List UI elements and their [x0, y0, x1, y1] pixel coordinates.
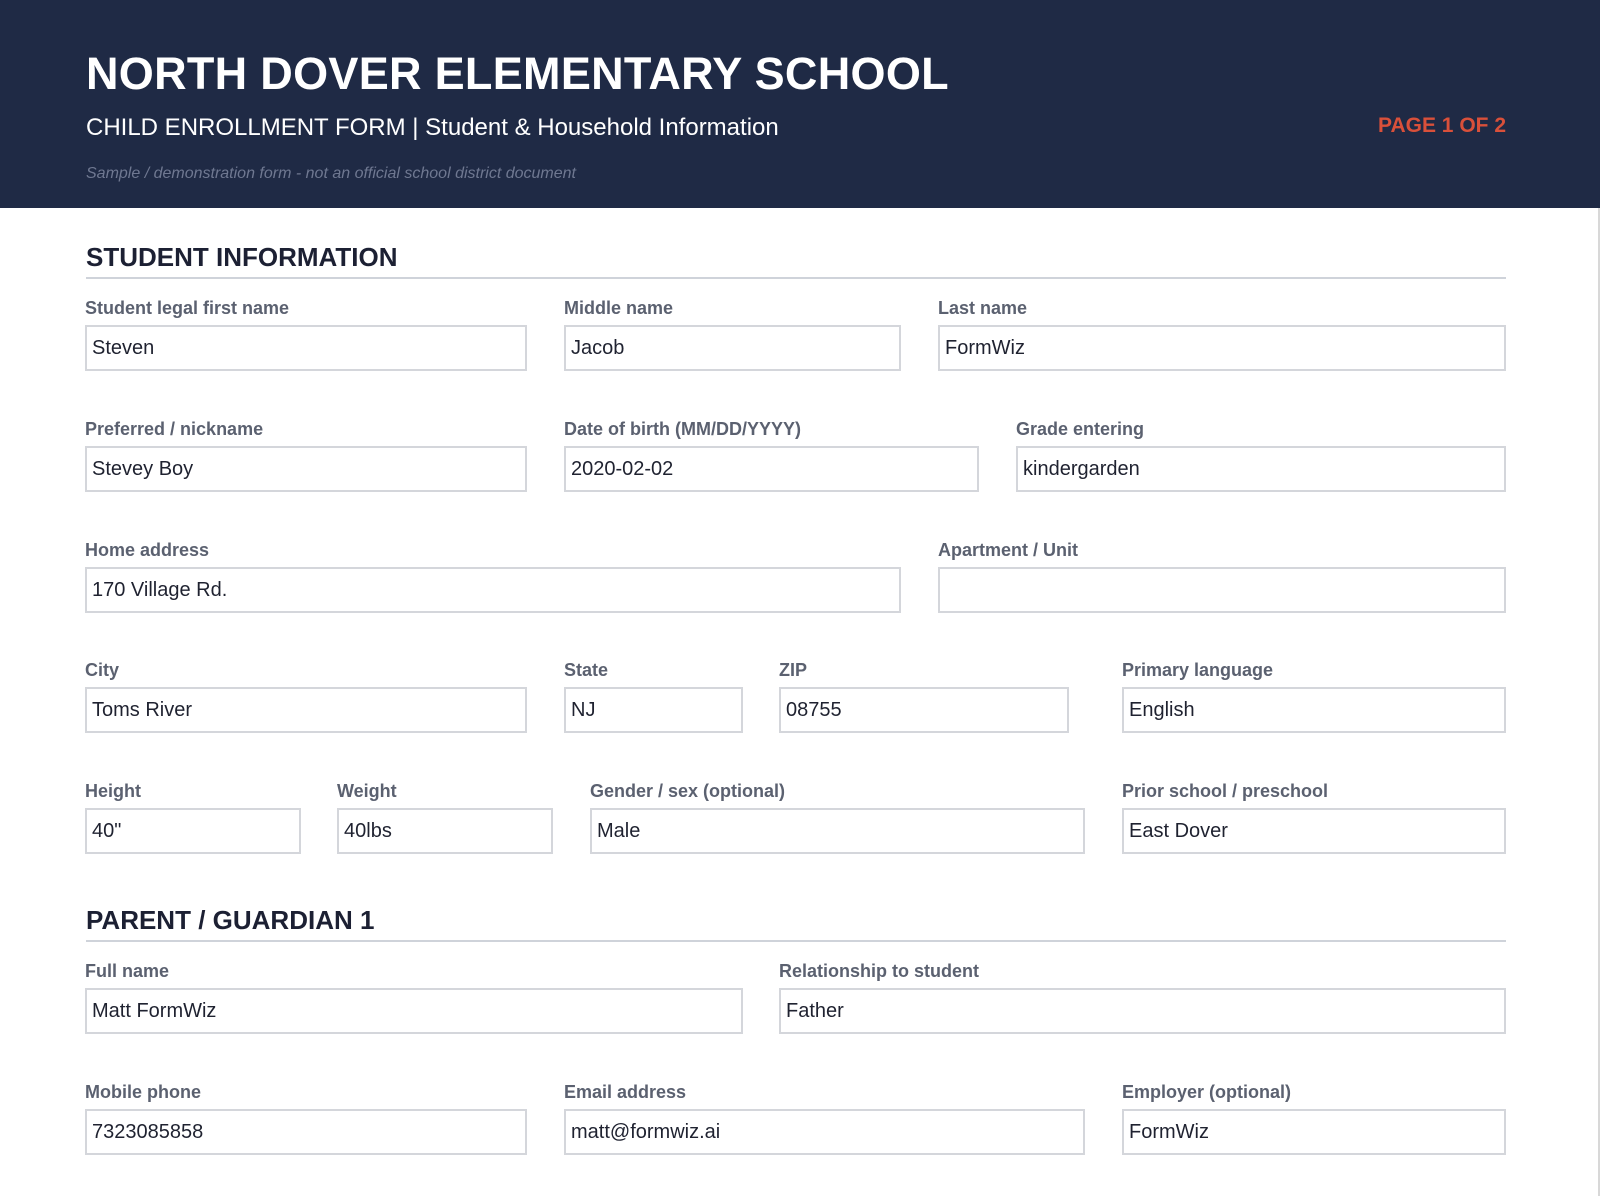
- field-weight: [337, 781, 553, 854]
- relationship-input[interactable]: Father: [779, 988, 1506, 1034]
- field-label: Gender / sex (optional): [590, 781, 786, 801]
- field-gender: [590, 781, 1085, 854]
- first-name-input[interactable]: Steven: [85, 325, 527, 371]
- employer-input[interactable]: FormWiz: [1122, 1109, 1506, 1155]
- form-subtitle: CHILD ENROLLMENT FORM | Student & Household Information: [86, 114, 779, 141]
- form-header: [0, 0, 1600, 208]
- field-label: Last name: [938, 298, 1028, 318]
- apartment-input[interactable]: [938, 567, 1506, 613]
- field-label: Date of birth (MM/DD/YYYY): [564, 419, 801, 439]
- section-divider: [86, 277, 1506, 279]
- nickname-input[interactable]: Stevey Boy: [85, 446, 527, 492]
- section-divider: [86, 940, 1506, 942]
- field-label: Primary language: [1122, 660, 1274, 680]
- field-home-address: [85, 540, 901, 613]
- field-prior-school: [1122, 781, 1506, 854]
- field-first-name: [85, 298, 527, 371]
- field-label: Student legal first name: [85, 298, 290, 318]
- field-label: Full name: [85, 961, 170, 981]
- field-email: [564, 1082, 1085, 1155]
- field-state: [564, 660, 743, 733]
- field-label: Email address: [564, 1082, 687, 1102]
- gender-input[interactable]: Male: [590, 808, 1085, 854]
- middle-name-input[interactable]: Jacob: [564, 325, 901, 371]
- state-input[interactable]: NJ: [564, 687, 743, 733]
- field-label: State: [564, 660, 609, 680]
- field-label: Home address: [85, 540, 210, 560]
- field-height: [85, 781, 301, 854]
- zip-input[interactable]: 08755: [779, 687, 1069, 733]
- home-address-input[interactable]: 170 Village Rd.: [85, 567, 901, 613]
- field-grade-entering: [1016, 419, 1506, 492]
- last-name-input[interactable]: FormWiz: [938, 325, 1506, 371]
- field-label: Weight: [337, 781, 397, 801]
- field-label: Mobile phone: [85, 1082, 201, 1102]
- field-zip: [779, 660, 1069, 733]
- email-input[interactable]: matt@formwiz.ai: [564, 1109, 1085, 1155]
- primary-language-input[interactable]: English: [1122, 687, 1506, 733]
- city-input[interactable]: Toms River: [85, 687, 527, 733]
- mobile-phone-input[interactable]: 7323085858: [85, 1109, 527, 1155]
- field-apartment: [938, 540, 1506, 613]
- grade-entering-input[interactable]: kindergarden: [1016, 446, 1506, 492]
- field-label: Prior school / preschool: [1122, 781, 1329, 801]
- field-label: Grade entering: [1016, 419, 1145, 439]
- prior-school-input[interactable]: East Dover: [1122, 808, 1506, 854]
- section-title-guardian: PARENT / GUARDIAN 1: [86, 905, 375, 935]
- field-employer: [1122, 1082, 1506, 1155]
- field-primary-language: [1122, 660, 1506, 733]
- section-title-student: STUDENT INFORMATION: [86, 242, 398, 272]
- field-label: City: [85, 660, 120, 680]
- field-last-name: [938, 298, 1506, 371]
- field-label: ZIP: [779, 660, 808, 680]
- field-nickname: [85, 419, 527, 492]
- field-label: Preferred / nickname: [85, 419, 264, 439]
- weight-input[interactable]: 40lbs: [337, 808, 553, 854]
- field-relationship: [779, 961, 1506, 1034]
- field-label: Apartment / Unit: [938, 540, 1079, 560]
- field-middle-name: [564, 298, 901, 371]
- field-label: Height: [85, 781, 141, 801]
- height-input[interactable]: 40": [85, 808, 301, 854]
- page-indicator: PAGE 1 OF 2: [1378, 114, 1506, 137]
- field-guardian-full-name: [85, 961, 743, 1034]
- field-label: Middle name: [564, 298, 674, 318]
- disclaimer: Sample / demonstration form - not an official school district document: [86, 165, 576, 182]
- guardian-full-name-input[interactable]: Matt FormWiz: [85, 988, 743, 1034]
- school-name: NORTH DOVER ELEMENTARY SCHOOL: [86, 48, 949, 99]
- field-mobile-phone: [85, 1082, 527, 1155]
- field-label: Employer (optional): [1122, 1082, 1292, 1102]
- field-date-of-birth: [564, 419, 979, 492]
- date-of-birth-input[interactable]: 2020-02-02: [564, 446, 979, 492]
- field-label: Relationship to student: [779, 961, 979, 981]
- field-city: [85, 660, 527, 733]
